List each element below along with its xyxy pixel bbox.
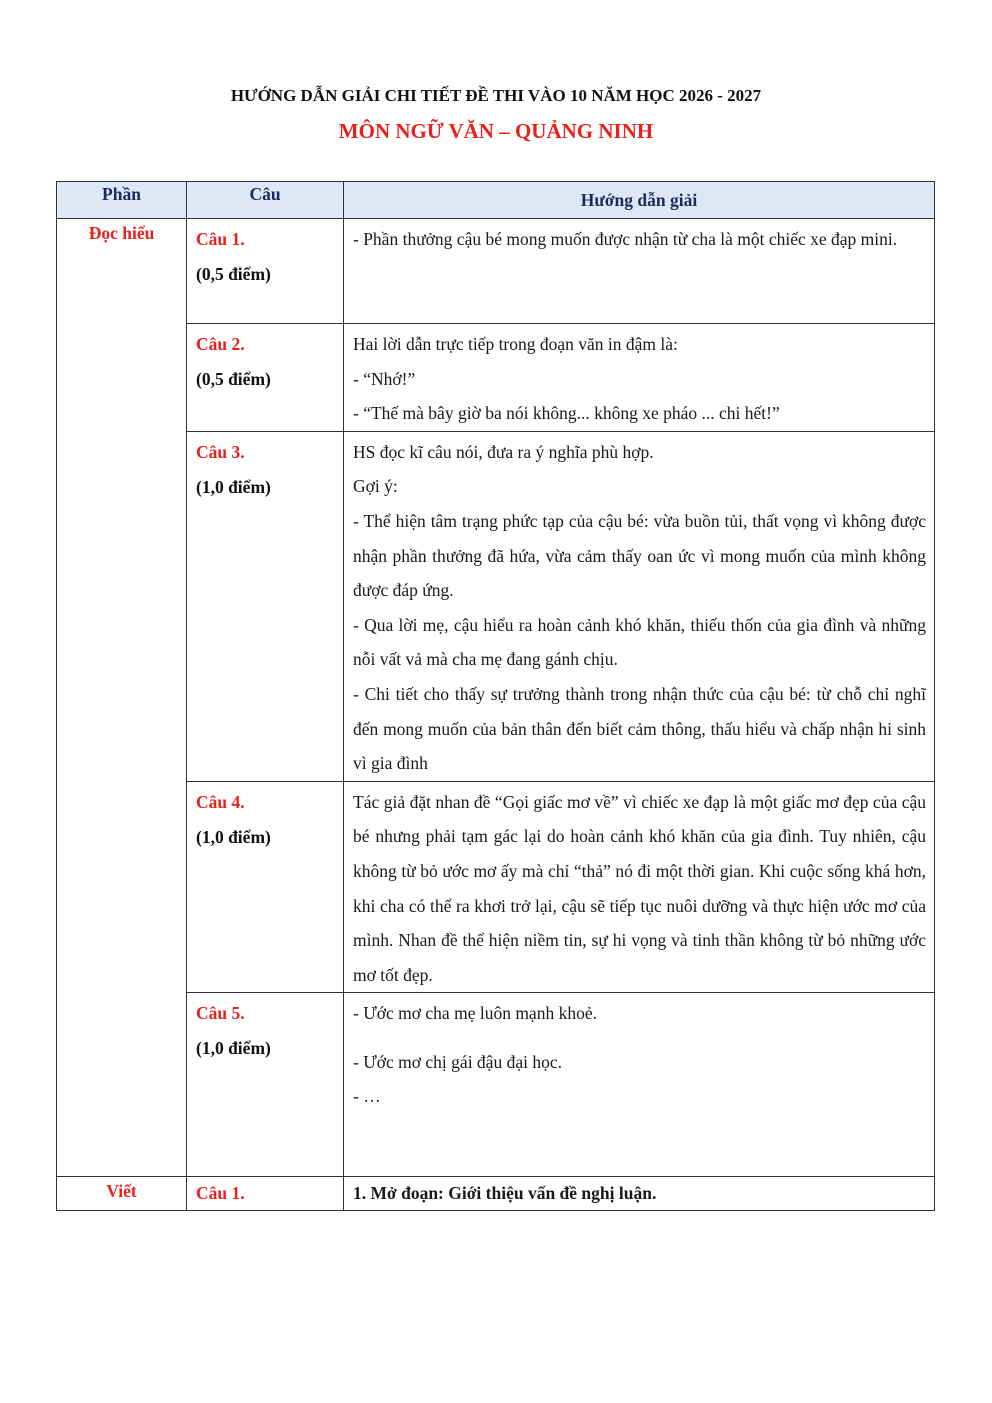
column-header-question: Câu: [187, 182, 344, 219]
question-cell: [187, 781, 344, 993]
question-number: Câu 3.: [196, 441, 245, 462]
answer-line: 1. Mở đoạn: Giới thiệu vấn đề nghị luận.: [353, 1183, 657, 1204]
answer-line: Hai lời dẫn trực tiếp trong đoạn văn in đậm là:: [353, 334, 678, 354]
question-number: Câu 4.: [196, 791, 245, 812]
question-cell: [187, 993, 344, 1177]
answer-cell: [344, 431, 935, 781]
table-row: [57, 1177, 935, 1211]
document-title: HƯỚNG DẪN GIẢI CHI TIẾT ĐỀ THI VÀO 10 NĂM HỌC 2026 - 2027: [230, 86, 762, 105]
question-points: (1,0 điểm): [196, 1038, 271, 1059]
question-points: (1,0 điểm): [196, 826, 271, 847]
answer-line: - Ước mơ cha mẹ luôn mạnh khoẻ.: [353, 1003, 597, 1024]
answer-cell: [344, 219, 935, 324]
column-header-guide: Hướng dẫn giải: [344, 182, 935, 219]
question-cell: [187, 219, 344, 324]
column-header-part: Phần: [57, 182, 187, 219]
answer-line: - Chi tiết cho thấy sự trưởng thành trong nhận thức của cậu bé: từ chỗ chỉ nghĩ đến mong muốn của bản thân đến biết cảm thông, thấu hiểu và chấp nhận hi sinh vì gia đình: [353, 683, 926, 774]
question-cell: [187, 431, 344, 781]
section-label-doc-hieu: Đọc hiểu: [57, 219, 187, 1177]
question-number: Câu 2.: [196, 334, 245, 354]
answer-cell: [344, 993, 935, 1177]
answer-line: - Phần thưởng cậu bé mong muốn được nhận từ cha là một chiếc xe đạp mini.: [353, 229, 898, 249]
answer-line: - …: [353, 1086, 381, 1107]
question-points: (0,5 điểm): [196, 264, 271, 284]
table-header-row: [57, 182, 935, 219]
question-cell: [187, 1177, 344, 1211]
table-row: [57, 781, 935, 993]
answer-line: - “Nhớ!”: [353, 368, 416, 389]
question-points: (1,0 điểm): [196, 476, 271, 497]
question-number: Câu 1.: [196, 1183, 245, 1204]
answer-line: - “Thế mà bây giờ ba nói không... không xe pháo ... chi hết!”: [353, 403, 780, 424]
answer-line: - Thể hiện tâm trạng phức tạp của cậu bé: vừa buồn tủi, thất vọng vì không được nhận phần thưởng đã hứa, vừa cảm thấy oan ức vì mong muốn của mình không được đáp ứng.: [353, 510, 926, 601]
answer-line: HS đọc kĩ câu nói, đưa ra ý nghĩa phù hợp.: [353, 441, 654, 462]
answer-cell: [344, 781, 935, 993]
table-row: [57, 431, 935, 781]
answer-line: Tác giả đặt nhan đề “Gọi giấc mơ về” vì chiếc xe đạp là một giấc mơ đẹp của cậu bé nhưng phải tạm gác lại do hoàn cảnh khó khăn của gia đình. Tuy nhiên, cậu không từ bỏ ước mơ ấy mà chỉ “thả” nó đi một thời gian. Khi cuộc sống khá hơn, khi cha có thể ra khơi trở lại, cậu sẽ tiếp tục nuôi dưỡng và thực hiện ước mơ của mình. Nhan đề thể hiện niềm tin, sự hi vọng và tinh thần không từ bỏ những ước mơ tốt đẹp.: [353, 791, 926, 985]
answer-line: - Qua lời mẹ, cậu hiểu ra hoàn cảnh khó khăn, thiếu thốn của gia đình và những nỗi vất vả mà cha mẹ đang gánh chịu.: [353, 614, 926, 670]
question-cell: [187, 324, 344, 432]
answer-cell: [344, 1177, 935, 1211]
answer-cell: [344, 324, 935, 432]
answer-line: - Ước mơ chị gái đậu đại học.: [353, 1051, 562, 1072]
question-points: (0,5 điểm): [196, 369, 271, 389]
section-label-viet: Viết: [57, 1177, 187, 1211]
answer-guide-table: [56, 181, 935, 1211]
table-row: [57, 219, 935, 324]
answer-line: Gợi ý:: [353, 476, 398, 497]
table-row: [57, 993, 935, 1177]
document-subtitle: MÔN NGỮ VĂN – QUẢNG NINH: [338, 119, 654, 143]
question-number: Câu 1.: [196, 229, 245, 249]
table-row: [57, 324, 935, 432]
question-number: Câu 5.: [196, 1003, 245, 1024]
